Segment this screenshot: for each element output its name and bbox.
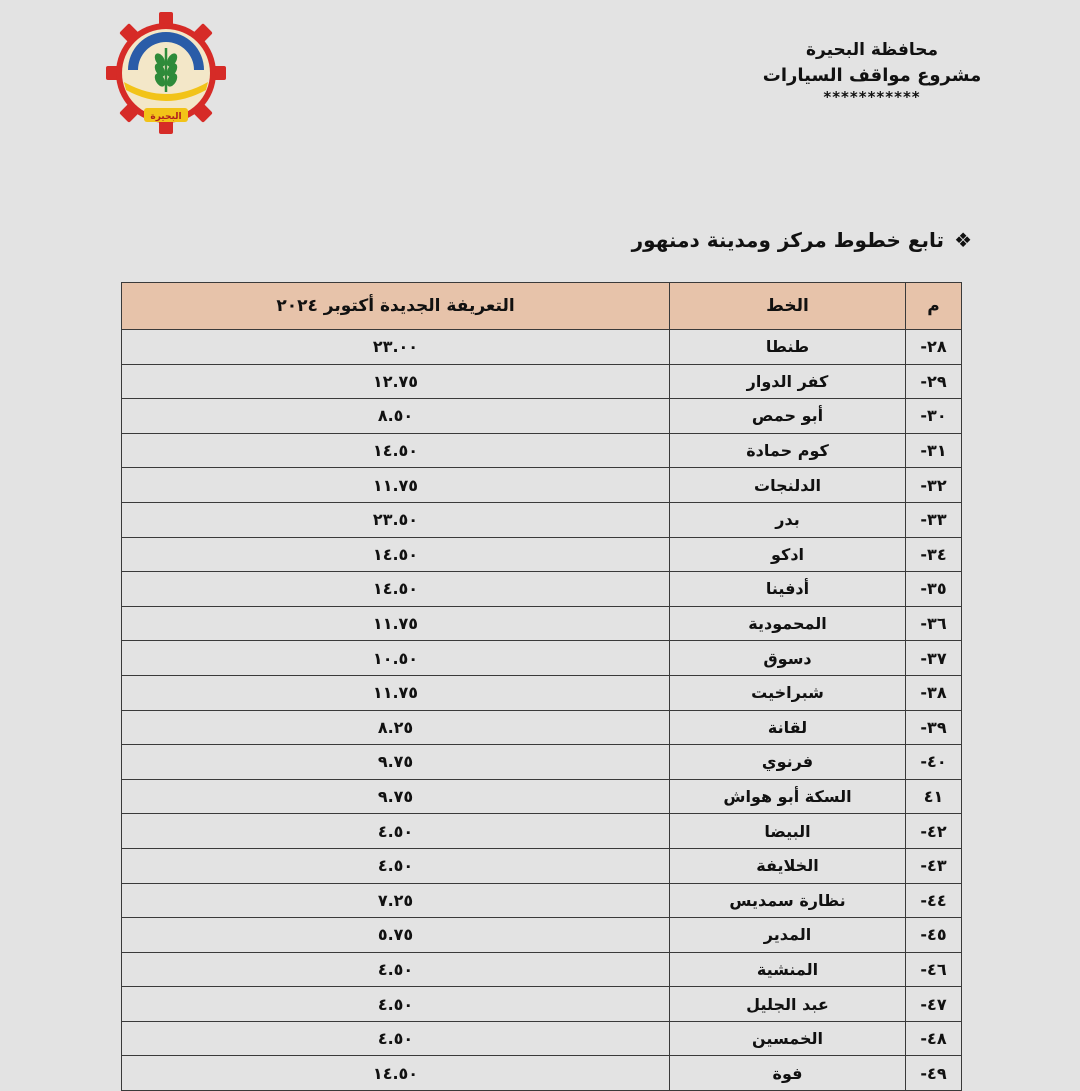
table-row <box>122 987 962 1022</box>
row-number: ٣٥- <box>906 572 962 607</box>
beheira-governorate-logo <box>106 12 226 134</box>
governorate-name: محافظة البحيرة <box>805 40 939 60</box>
diamond-bullet-icon: ❖ <box>954 228 972 252</box>
table-row <box>122 814 962 849</box>
section-title <box>632 228 972 252</box>
section-title-text: تابع خطوط مركز ومدينة دمنهور <box>631 228 945 252</box>
table-row <box>122 641 962 676</box>
row-fare: ١١.٧٥ <box>122 675 670 710</box>
row-number: ٣٠- <box>906 399 962 434</box>
row-line-name: شبراخيت <box>670 675 906 710</box>
row-number: ٤١ <box>906 779 962 814</box>
table-row <box>122 952 962 987</box>
table-row <box>122 572 962 607</box>
row-fare: ٥.٧٥ <box>122 918 670 953</box>
row-fare: ٩.٧٥ <box>122 745 670 780</box>
row-line-name: البيضا <box>670 814 906 849</box>
row-number: ٣٧- <box>906 641 962 676</box>
row-fare: ٩.٧٥ <box>122 779 670 814</box>
row-line-name: السكة أبو هواش <box>670 779 906 814</box>
table-row <box>122 330 962 365</box>
row-number: ٣٩- <box>906 710 962 745</box>
row-line-name: فوة <box>670 1056 906 1091</box>
row-fare: ٨.٢٥ <box>122 710 670 745</box>
row-number: ٤٠- <box>906 745 962 780</box>
table-row <box>122 745 962 780</box>
row-line-name: المنشية <box>670 952 906 987</box>
row-number: ٤٩- <box>906 1056 962 1091</box>
row-fare: ١٤.٥٠ <box>122 1056 670 1091</box>
row-fare: ١٤.٥٠ <box>122 433 670 468</box>
logo-label: البحيرة <box>150 112 182 122</box>
row-line-name: أبو حمص <box>670 399 906 434</box>
table-row <box>122 675 962 710</box>
column-header-number: م <box>906 283 962 330</box>
column-header-line: الخط <box>670 283 906 330</box>
row-line-name: فرنوي <box>670 745 906 780</box>
row-number: ٢٩- <box>906 364 962 399</box>
row-line-name: ادكو <box>670 537 906 572</box>
row-fare: ١٢.٧٥ <box>122 364 670 399</box>
table-row <box>122 468 962 503</box>
row-number: ٣٣- <box>906 502 962 537</box>
column-header-fare: التعريفة الجديدة أكتوبر ٢٠٢٤ <box>122 283 670 330</box>
row-line-name: الدلنجات <box>670 468 906 503</box>
row-fare: ٢٣.٥٠ <box>122 502 670 537</box>
row-fare: ٤.٥٠ <box>122 987 670 1022</box>
table-row <box>122 537 962 572</box>
tariff-table <box>121 282 962 1091</box>
table-row <box>122 883 962 918</box>
row-line-name: دسوق <box>670 641 906 676</box>
row-number: ٤٣- <box>906 848 962 883</box>
table-row <box>122 364 962 399</box>
row-line-name: كفر الدوار <box>670 364 906 399</box>
row-fare: ١١.٧٥ <box>122 606 670 641</box>
project-name: مشروع مواقف السيارات <box>762 65 982 86</box>
table-row <box>122 502 962 537</box>
row-number: ٣٤- <box>906 537 962 572</box>
table-row <box>122 918 962 953</box>
row-number: ٤٦- <box>906 952 962 987</box>
row-number: ٣١- <box>906 433 962 468</box>
row-line-name: نظارة سمديس <box>670 883 906 918</box>
row-line-name: أدفينا <box>670 572 906 607</box>
table-row <box>122 779 962 814</box>
row-fare: ١٤.٥٠ <box>122 537 670 572</box>
row-fare: ١٤.٥٠ <box>122 572 670 607</box>
table-row <box>122 710 962 745</box>
table-row <box>122 606 962 641</box>
row-fare: ٤.٥٠ <box>122 1021 670 1056</box>
row-fare: ٤.٥٠ <box>122 952 670 987</box>
row-line-name: الخمسين <box>670 1021 906 1056</box>
row-line-name: عبد الجليل <box>670 987 906 1022</box>
row-fare: ٤.٥٠ <box>122 848 670 883</box>
table-row <box>122 1056 962 1091</box>
row-line-name: كوم حمادة <box>670 433 906 468</box>
row-fare: ٧.٢٥ <box>122 883 670 918</box>
row-number: ٤٧- <box>906 987 962 1022</box>
header-separator: *********** <box>823 88 921 106</box>
table-header-row <box>122 283 962 330</box>
row-number: ٤٢- <box>906 814 962 849</box>
row-fare: ١٠.٥٠ <box>122 641 670 676</box>
table-row <box>122 1021 962 1056</box>
row-number: ٤٨- <box>906 1021 962 1056</box>
row-line-name: لقانة <box>670 710 906 745</box>
organization-header <box>722 38 1022 104</box>
row-line-name: الخلايفة <box>670 848 906 883</box>
table-row <box>122 399 962 434</box>
row-fare: ٤.٥٠ <box>122 814 670 849</box>
row-line-name: المحمودية <box>670 606 906 641</box>
row-number: ٤٥- <box>906 918 962 953</box>
row-fare: ٢٣.٠٠ <box>122 330 670 365</box>
row-line-name: طنطا <box>670 330 906 365</box>
row-number: ٤٤- <box>906 883 962 918</box>
row-fare: ٨.٥٠ <box>122 399 670 434</box>
row-number: ٣٨- <box>906 675 962 710</box>
row-number: ٣٦- <box>906 606 962 641</box>
table-row <box>122 433 962 468</box>
row-line-name: بدر <box>670 502 906 537</box>
row-fare: ١١.٧٥ <box>122 468 670 503</box>
row-number: ٣٢- <box>906 468 962 503</box>
table-row <box>122 848 962 883</box>
row-line-name: المدير <box>670 918 906 953</box>
row-number: ٢٨- <box>906 330 962 365</box>
